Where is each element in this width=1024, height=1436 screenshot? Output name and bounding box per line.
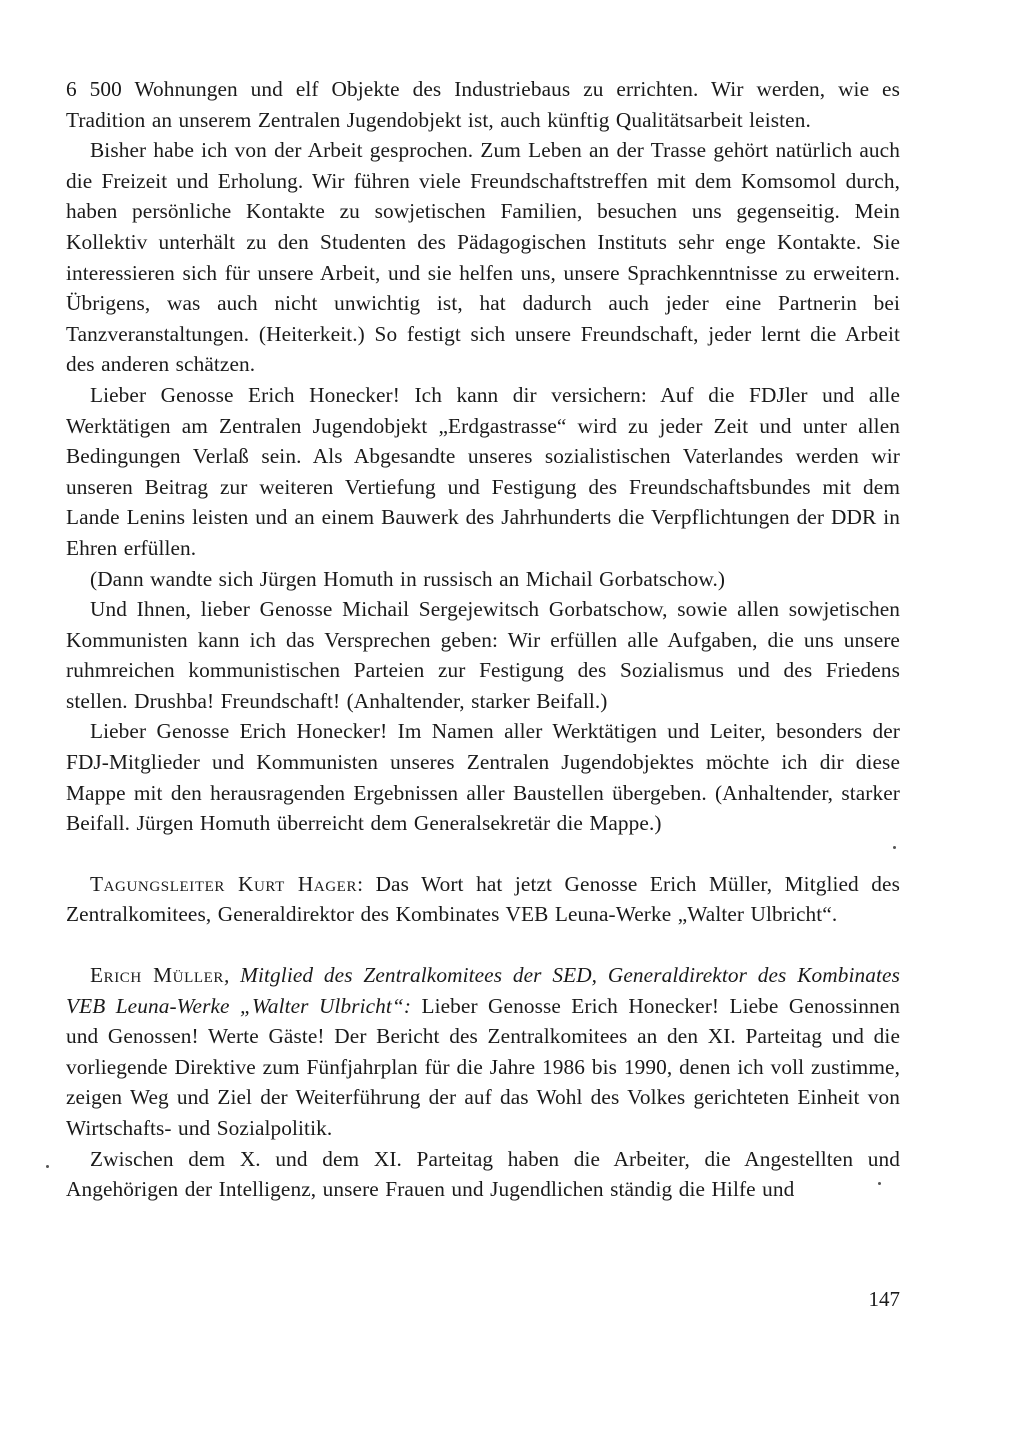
section-gap: [66, 839, 900, 869]
paragraph-mueller: [66, 960, 900, 1144]
hager-text: : Das Wort hat jetzt Genosse Erich Müller, Mitglied des Zentralkomitees, Generaldirektor des Kombinates VEB Leuna-Werke „Walter Ulbricht“.: [66, 871, 900, 927]
scan-speck: [46, 1165, 49, 1168]
scan-speck: [878, 1182, 881, 1185]
paragraph-gorbachev: Und Ihnen, lieber Genosse Michail Sergejewitsch Gorbatschow, sowie allen sowjetischen Kommunisten kann ich das Versprechen geben: Wir erfüllen alle Aufgaben, die uns unsere ruhmreichen kommunistischen Parteien zur Festigung des Sozialismus und des Friedens stellen. Drushba! Freundschaft! (Anhaltender, starker Beifall.): [66, 597, 900, 713]
paragraph-russian-note: (Dann wandte sich Jürgen Homuth in russisch an Michail Gorbatschow.): [90, 566, 726, 591]
paragraph-folder: Lieber Genosse Erich Honecker! Im Namen aller Werktätigen und Leiter, besonders der FDJ-Mitglieder und Kommunisten unseres Zentralen Jugendobjektes möchte ich dir diese Mappe mit den herausragenden Ergebnissen aller Baustellen übergeben. (Anhaltender, starker Beifall. Jürgen Homuth überreicht dem Generalsekretär die Mappe.): [66, 719, 900, 836]
paragraph-hager: [66, 869, 900, 930]
paragraph-leisure: Bisher habe ich von der Arbeit gesprochen. Zum Leben an der Trasse gehört natürlich auch die Freizeit und Erholung. Wir führen viele Freundschaftstreffen mit dem Komsomol durch, haben persönliche Kontakte zu sowjetischen Familien, besuchen uns gegenseitig. Mein Kollektiv unterhält zu den Studenten des Pädagogischen Instituts sehr enge Kontakte. Sie interessieren sich für unsere Arbeit, und sie helfen uns, unsere Sprachkenntnisse zu erweitern. Übrigens, was auch nicht unwichtig ist, hat dadurch auch jeder eine Partnerin bei Tanzveranstaltungen. (Heiterkeit.) So festigt sich unsere Freundschaft, jeder lernt die Arbeit des anderen schätzen.: [66, 138, 900, 377]
scan-speck: [893, 846, 896, 849]
speaker-mueller: Erich Müller: [90, 963, 224, 988]
mueller-text: Lieber Genosse Erich Honecker! Liebe Genossinnen und Genossen! Werte Gäste! Der Bericht des Zentralkomitees an den XI. Parteitag und die vorliegende Direktive zum Fünfjahrplan für die Jahre 1986 bis 1990, denen ich voll zustimme, zeigen Weg und Ziel der Weiterführung der auf das Wohl des Volkes gerichteten Einheit von Wirtschafts- und Sozialpolitik.: [66, 993, 900, 1140]
speaker-hager: Tagungsleiter Kurt Hager: [90, 871, 358, 896]
paragraph-assurance: Lieber Genosse Erich Honecker! Ich kann dir versichern: Auf die FDJler und alle Werktätigen am Zentralen Jugendobjekt „Erdgastrasse“ wird zu jeder Zeit und unter allen Bedingungen Verlaß sein. Als Abgesandte unseres sozialistischen Vaterlandes werden wir unseren Beitrag zur weiteren Vertiefung und Festigung des Freundschaftsbundes mit dem Lande Lenins leisten und an einem Bauwerk des Jahrhunderts die Verpflichtungen der DDR in Ehren erfüllen.: [66, 382, 900, 560]
paragraph-last: Zwischen dem X. und dem XI. Parteitag haben die Arbeiter, die Angestellten und Angehörigen der Intelligenz, unsere Frauen und Jugendlichen ständig die Hilfe und: [66, 1146, 900, 1202]
page-number: 147: [868, 1287, 900, 1311]
paragraph-continuation: 6 500 Wohnungen und elf Objekte des Industriebaus zu errichten. Wir werden, wie es Tradition an unserem Zentralen Jugendobjekt ist, auch künftig Qualitätsarbeit leisten.: [66, 77, 900, 132]
page-body: [66, 74, 900, 1205]
section-gap: [66, 930, 900, 960]
mueller-role: , Mitglied des Zentralkomitees der SED, Generaldirektor des Kombinates VEB Leuna-Werke „Walter Ulbricht“:: [66, 963, 900, 1018]
